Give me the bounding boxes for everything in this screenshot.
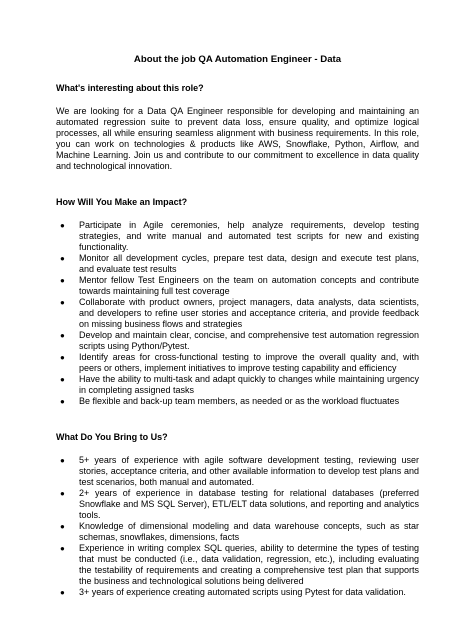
list-item-text: Knowledge of dimensional modeling and data warehouse concepts, such as star schemas, snowflakes, dimensions, facts [79, 521, 419, 542]
bullet-icon: ● [60, 221, 65, 230]
bullet-icon: ● [60, 588, 65, 597]
bullet-icon: ● [60, 331, 65, 340]
bullet-icon: ● [60, 544, 65, 553]
list-item-text: 2+ years of experience in database testing for relational databases (preferred Snowflake and MS SQL Server), ETL/ELT data solutions, and reporting and analytics tools. [79, 488, 419, 520]
list-item [56, 521, 419, 543]
list-item [56, 253, 419, 275]
bullet-icon: ● [60, 456, 65, 465]
section-heading-impact: How Will You Make an Impact? [56, 197, 188, 207]
section-heading-requirements: What Do You Bring to Us? [56, 432, 168, 442]
list-item [56, 543, 419, 587]
list-item [56, 220, 419, 253]
section-heading-role: What's interesting about this role? [56, 83, 204, 93]
list-item [56, 330, 419, 352]
list-item [56, 297, 419, 330]
bullet-icon: ● [60, 522, 65, 531]
requirements-bullet-list [56, 455, 419, 598]
list-item [56, 374, 419, 396]
list-item [56, 396, 419, 407]
bullet-icon: ● [60, 298, 65, 307]
list-item-text: Develop and maintain clear, concise, and comprehensive test automation regression scripts using Python/Pytest. [79, 330, 419, 351]
list-item-text: 3+ years of experience creating automated scripts using Pytest for data validation. [79, 587, 406, 597]
list-item-text: Monitor all development cycles, prepare test data, design and execute test plans, and evaluate test results [79, 253, 419, 274]
list-item [56, 488, 419, 521]
list-item [56, 275, 419, 297]
list-item [56, 455, 419, 488]
document-page [56, 54, 419, 622]
document-title: About the job QA Automation Engineer - Data [133, 54, 342, 65]
list-item [56, 352, 419, 374]
impact-bullet-list [56, 220, 419, 407]
list-item-text: Mentor fellow Test Engineers on the team on automation concepts and contribute towards maintaining full test coverage [79, 275, 419, 296]
list-item-text: Collaborate with product owners, project managers, data analysts, data scientists, and developers to refine user stories and acceptance criteria, and provide feedback on missing business flows and strategies [79, 297, 419, 329]
bullet-icon: ● [60, 254, 65, 263]
list-item-text: Be flexible and back-up team members, as needed or as the workload fluctuates [79, 396, 400, 406]
list-item [56, 587, 419, 598]
bullet-icon: ● [60, 397, 65, 406]
bullet-icon: ● [60, 489, 65, 498]
role-description-paragraph: We are looking for a Data QA Engineer responsible for developing and maintaining an automated regression suite to prevent data loss, ensure quality, and optimize logical processes, all while ensuring seamless alignment with business requirements. In this role, you can work on technologies & products like AWS, Snowflake, Python, Airflow, and Machine Learning. Join us and contribute to our commitment to excellence in data quality and technological innovation. [56, 106, 419, 171]
bullet-icon: ● [60, 353, 65, 362]
list-item-text: 5+ years of experience with agile software development testing, reviewing user stories, acceptance criteria, and other available information to develop test plans and test scenarios, both manual and automated. [79, 455, 419, 487]
list-item-text: Participate in Agile ceremonies, help analyze requirements, develop testing strategies, and write manual and automated test scripts for new and existing functionality. [79, 220, 419, 252]
list-item-text: Have the ability to multi-task and adapt quickly to changes while maintaining urgency in completing assigned tasks [79, 374, 419, 395]
list-item-text: Experience in writing complex SQL queries, ability to determine the types of testing that must be conducted (i.e., data validation, regression, etc.), including evaluating the testability of requirements and creating a comprehensive test plan that supports the business and technological solutions being delivered [79, 543, 419, 586]
list-item-text: Identify areas for cross-functional testing to improve the overall quality and, with peers or others, implement initiatives to improve testing capability and efficiency [79, 352, 419, 373]
bullet-icon: ● [60, 375, 65, 384]
bullet-icon: ● [60, 276, 65, 285]
